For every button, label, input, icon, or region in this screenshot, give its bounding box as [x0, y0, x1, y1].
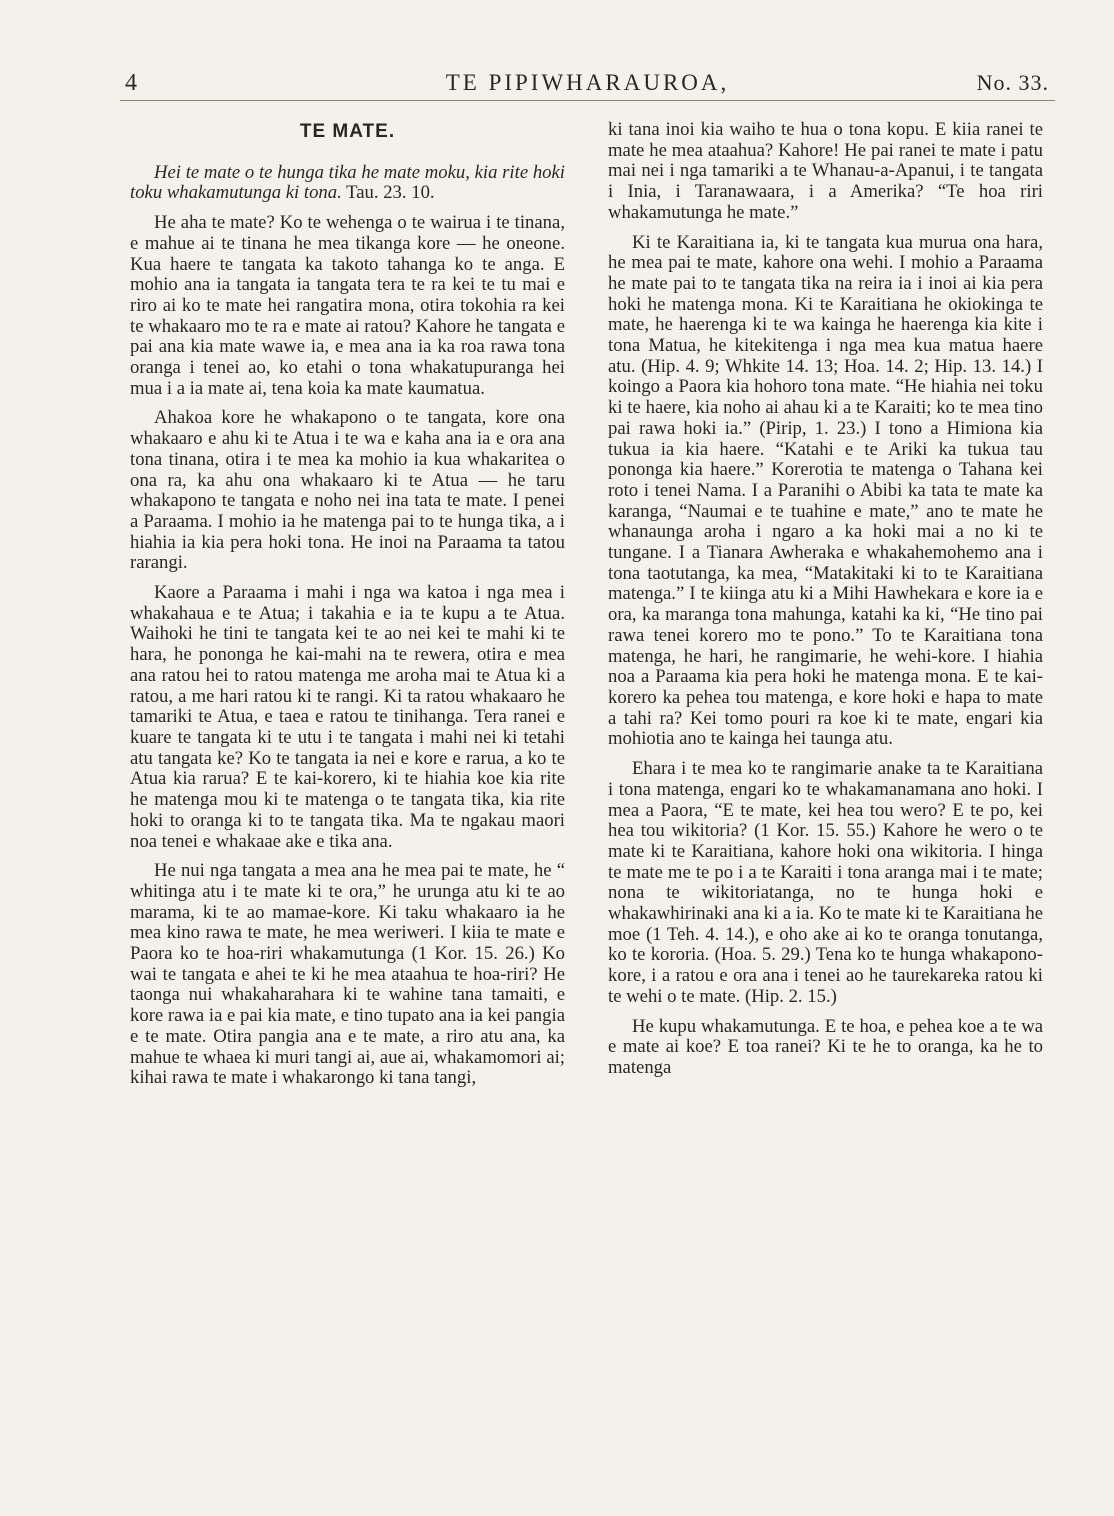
newspaper-title: TE PIPIWHARAUROA,: [445, 70, 730, 95]
page-header: [120, 66, 1055, 100]
paragraph: Ehara i te mea ko te rangimarie anake ta te Karaitiana i tona matenga, engari ko te whakamanamana ano hoki. I mea a Paora, “E te mate, kei hea tou wero? E te po, kei hea tou wikitoria? (1 Kor. 15. 55.) Kahore he wero o te mate ki te Karaitiana, kahore hoki ona wikitoria. I hinga te mate me te po i a te Karaiti i tona aranga mai i te mate; nona te wikitoriatanga, no te hunga hoki e whakawhirinaki ana ki a ia. Ko te mate ki te Karaitiana he moe (1 Teh. 4. 14.), e oho ake ai ko te oranga tonutanga, ko te kororia. (Hoa. 5. 29.) Tena ko te hunga whakapono-kore, i a ratou e ora ana i tenei ao he taurekareka ratou ki te wehi o te mate. (Hip. 2. 15.): [608, 758, 1043, 1007]
page-number: 4: [125, 70, 137, 96]
epigraph-text: Hei te mate o te hunga tika he mate moku, kia rite hoki toku whakamutunga ki tona.: [130, 161, 565, 204]
left-column: [130, 118, 565, 1098]
paragraph: He aha te mate? Ko te wehenga o te wairua i te tinana, e mahue ai te tinana he mea tikanga kore — he oneone. Kua haere te tangata ka takoto tahanga ko te anga. E mohio ana ia tangata ia tangata tera te ra kei te tu mai e riro ai ko te mate hei rangatira mona, otira tokohia ra kei te whakaaro mo te ra e mate ai ratou? Kahore he tangata e pai ana kia mate wawe ia, e mea ana ia ka roa rawa tona oranga i tenei ao, ko etahi o tona whakatupuranga hei mua i a ia mate ai, tena koia ka mate kaumatua.: [130, 212, 565, 399]
right-column: [608, 120, 1043, 1088]
paragraph: He nui nga tangata a mea ana he mea pai te mate, he “ whitinga atu i te mate ki te ora,” he urunga atu ki te ao marama, ki te ao mamae-kore. Ki taku whakaaro ia he mea kino rawa te mate, he mea weriweri. I kiia te mate e Paora ko te hoa-riri whakamutunga (1 Kor. 15. 26.) Ko wai te tangata e ahei te ki he mea ataahua te hoa-riri? He taonga nui whakaharahara ki te wahine tana tamaiti, e kore rawa ia e pai kia mate, e tino tupato ana ia kei pangia e te mate. Otira pangia ana e te mate, a riro atu ana, ka mahue te whaea ki muri tangi ai, aue ai, whakamomori ai; kihai rawa te mate i whakarongo ki tana tangi,: [130, 860, 565, 1089]
issue-number: No. 33.: [976, 70, 1049, 95]
epigraph-reference: Tau. 23. 10.: [346, 182, 435, 204]
paragraph-continued: ki tana inoi kia waiho te hua o tona kopu. E kiia ranei te mate he mea ataahua? Kahore! He pai ranei te mate i patu mai nei i nga tamariki a te Whanau-a-Apanui, i te tangata i Inia, i Taranawaara, i a Amerika? “Te hoa riri whakamutunga he mate.”: [608, 119, 1043, 223]
article-heading: TE MATE.: [299, 121, 396, 142]
epigraph: [130, 163, 565, 204]
paragraph: Ki te Karaitiana ia, ki te tangata kua murua ona hara, he mea pai te mate, kahore ona wehi. I mohio a Paraama he mate pai to te tangata tika na reira ia i inoi ai kia pera hoki he matenga mona. Ki te Karaitiana he okiokinga te mate, he haerenga ki te wa kainga he haerenga kia kite i tona Matua, he kitekitenga i nga mea kua matua haere atu. (Hip. 4. 9; Whkite 14. 13; Hoa. 14. 2; Hip. 13. 14.) I koingo a Paora kia hohoro tona mate. “He hiahia nei toku ki te haere, kia noho ai ahau ki a te Karaiti; ko te mea tino pai rawa hoki ia.” (Pirip, 1. 23.) I tono a Himiona kia tukua ia kia haere. “Katahi e te Ariki ka tukua tau pononga kia haere.” Korerotia te matenga o Tahana kei roto i tenei Nama. I a Paranihi o Abibi ka tata te mate ka karanga, “Naumai e te tuahine e mate,” ano te mate he whanaunga aroha i ngaro a ka hoki mai a no ki te tungane. I a Tianara Awheraka e whakahemohemo ana i tona taotutanga, ka mea, “Matakitaki ki to te Karaitiana matenga.” I te kiinga atu ki a Mihi Hawhekara e kore ia e ora, ka maranga tona mahunga, katahi ka ki, “He tino pai rawa tenei korero mo te pono.” To te Karaitiana tona matenga, he hari, he rangimarie, he wehi-kore. I hiahia noa a Paraama kia pera hoki he matenga mona. E te kai-korero ka pehea tou matenga, e kore hoki e hapa to mate a tahi ra? Kei tomo pouri ra koe ki te mate, engari kia mohiotia ano te kainga hei taunga atu.: [608, 231, 1043, 750]
paragraph: He kupu whakamutunga. E te hoa, e pehea koe a te wa e mate ai koe? E toa ranei? Ki te he to oranga, ka he to matenga: [608, 1015, 1043, 1078]
paragraph: Ahakoa kore he whakapono o te tangata, kore ona whakaaro e ahu ki te Atua i te wa e kaha ana ia e ora ana tona tinana, otira i te mea ka mohio ia kua whakaritea o ona ra, ka ahu ona whakaaro ki te Atua — he taru whakapono te tangata e noho nei ina tata te mate. I penei a Paraama. I mohio ia he matenga pai to te hunga tika, a i hiahia ia kia pera hoki tona. He inoi na Paraama ta tatou rarangi.: [130, 407, 565, 574]
paragraph: Kaore a Paraama i mahi i nga wa katoa i nga mea i whakahaua e te Atua; i takahia e ia te kupu a te Atua. Waihoki he tini te tangata kei te ao nei kei te mahi ki te hara, he pononga he kai-mahi na te rewera, otira e mea ana ratou hei to ratou matenga me aroha mai te Atua ki a ratou, a me hari ratou ki te rangi. Ki ta ratou whakaaro he tamariki te Atua, e taea e ratou te tinihanga. Tera ranei e kuare te tangata ki te utu i te tangata i mahi nei ki tetahi atu tangata ke? Ko te tangata ia nei e kore e rarua, a ko te Atua kia rarua? E te kai-korero, ki te hiahia koe kia rite he matenga mou ki te matenga o te tangata tika, kia rite hoki to oranga ki to te tangata tika. Ma te ngakau maori noa tenei e whakaae ake e tika ana.: [130, 582, 565, 852]
header-rule: [120, 100, 1055, 101]
